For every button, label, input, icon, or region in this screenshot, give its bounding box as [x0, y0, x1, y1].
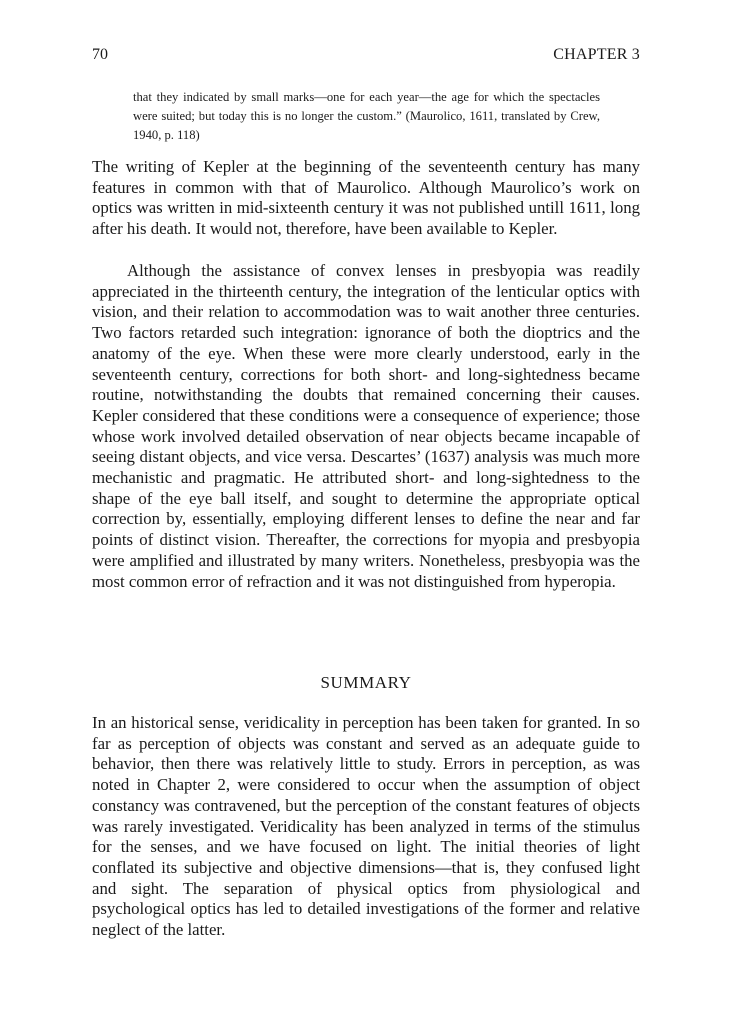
- paragraph-summary: In an historical sense, veridicality in perception has been taken for granted. In so far as perception of objects was constant and served as an adequate guide to behavior, then there was relatively little to study. Errors in perception, as was noted in Chapter 2, were considered to occur when the assumption of object constancy was contravened, but the perception of the constant features of objects was rarely investigated. Veridicality has been analyzed in terms of the stimulus for the senses, and we have focused on light. The initial theories of light conflated its subjective and objective dimensions—that is, they confused light and sight. The separation of physical optics from physiological and psychological optics has led to detailed investigations of the former and relative neglect of the latter.: [92, 713, 640, 940]
- section-heading-summary: SUMMARY: [320, 673, 412, 692]
- page-number: 70: [92, 46, 108, 63]
- block-quote: that they indicated by small marks—one for each year—the age for which the spectacles were suited; but today this is no longer the custom.” (Maurolico, 1611, translated by Crew, 1940, p. 118): [133, 90, 600, 142]
- running-header: [92, 46, 640, 66]
- paragraph-presbyopia: Although the assistance of convex lenses in presbyopia was readily appreciated in the thirteenth century, the integration of the lenticular optics with vision, and their relation to accommodation was to wait another three centuries. Two factors retarded such integration: ignorance of both the dioptrics and the anatomy of the eye. When these were more clearly understood, early in the seventeenth century, corrections for both short- and long-sightedness became routine, notwithstanding the doubts that remained concerning their causes. Kepler considered that these conditions were a consequence of experience; those whose work involved detailed observation of near objects became incapable of seeing distant objects, and vice versa. Descartes’ (1637) analysis was much more mechanistic and pragmatic. He attributed short- and long-sightedness to the shape of the eye ball itself, and sought to determine the appropriate optical correction by, essentially, employing different lenses to define the near and far points of distinct vision. Thereafter, the corrections for myopia and presbyopia were amplified and illustrated by many writers. Nonetheless, presbyopia was the most common error of refraction and it was not distinguished from hyperopia.: [92, 261, 640, 591]
- chapter-title: CHAPTER 3: [553, 46, 640, 63]
- paragraph-kepler: The writing of Kepler at the beginning of the seventeenth century has many features in common with that of Maurolico. Although Maurolico’s work on optics was written in mid-sixteenth century it was not published untill 1611, long after his death. It would not, therefore, have been available to Kepler.: [92, 157, 640, 239]
